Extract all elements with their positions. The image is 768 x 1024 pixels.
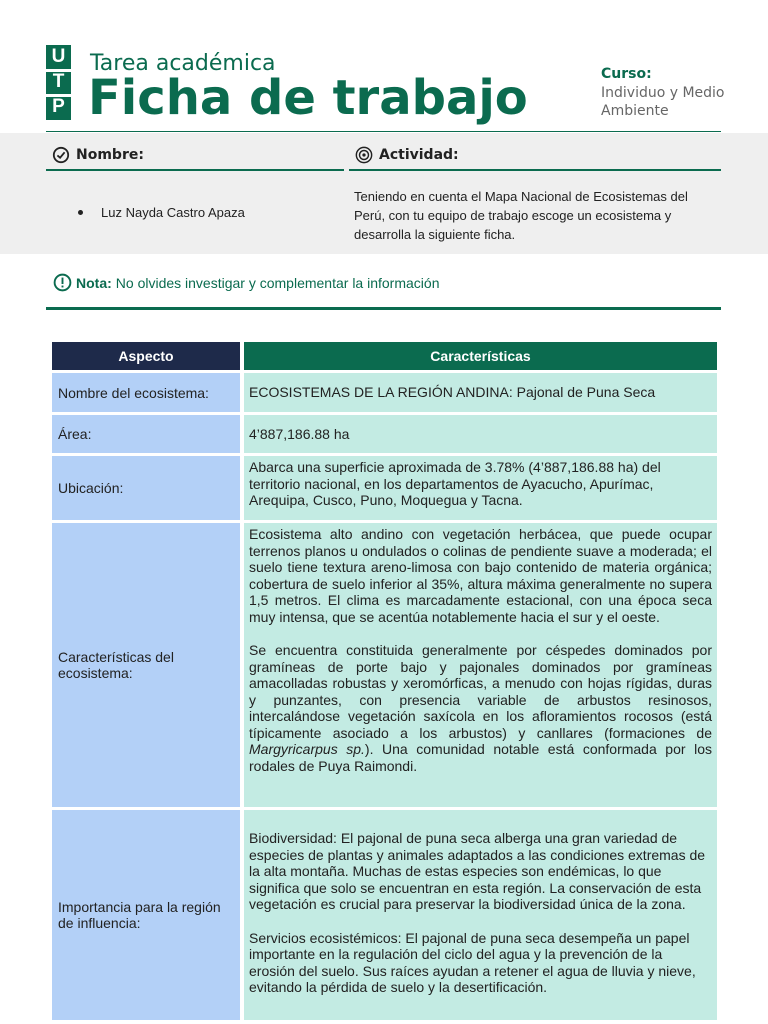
table-row (52, 415, 717, 453)
aspecto-cell: Nombre del ecosistema: (52, 373, 240, 412)
paragraph (249, 642, 712, 774)
nombre-list-item (78, 205, 245, 220)
logo-letter-p: P (52, 96, 65, 117)
curso-value: Individuo y Medio Ambiente (601, 85, 725, 119)
paragraph: Biodiversidad: El pajonal de puna seca alberga una gran variedad de especies de plantas y animales adaptados a las condiciones extremas de la alta montaña. Muchas de estas especies son endémicas, lo que significa que solo se encuentran en esta región. La conservación de esta vegetación es crucial para preservar la biodiversidad única de la zona. (249, 830, 706, 912)
paragraph: Servicios ecosistémicos: El pajonal de puna seca desempeña un papel importante en la regulación del ciclo del agua y la prevención de la erosión del suelo. Sus raíces ayudan a retener el agua de lluvia y nieve, evitando la pérdida de suelo y la desertificación. (249, 929, 696, 995)
actividad-header (349, 141, 721, 171)
caracteristica-cell: ECOSISTEMAS DE LA REGIÓN ANDINA: Pajonal de Puna Seca (244, 373, 717, 412)
ficha-table (48, 339, 721, 1023)
table-row (52, 523, 717, 807)
nombre-header (46, 141, 344, 171)
header-caracteristicas: Características (244, 342, 717, 370)
logo-letter-t: T (52, 71, 65, 92)
aspecto-cell: Importancia para la región de influencia: (52, 810, 240, 1020)
nota-text: No olvides investigar y complementar la información (115, 274, 440, 291)
target-icon (355, 146, 373, 164)
paragraph: Ecosistema alto andino con vegetación herbácea, que puede ocupar terrenos planos u ondulados o colinas de pendiente suave a moderada; el suelo tiene textura areno-limosa con bajo contenido de materia orgánica; cobertura de suelo inferior al 35%, altura máxima generalmente no supera 1,5 metros. El clima es marcadamente estacional, con una época seca muy intensa, que se acentúa notablemente hacia el sur y el oeste. (249, 526, 712, 625)
caracteristica-cell (244, 523, 717, 807)
species-name: Margyricarpus sp. (249, 741, 365, 757)
actividad-value: Teniendo en cuenta el Mapa Nacional de Ecosistemas del Perú, con tu equipo de trabajo escoge un ecosistema y desarrolla la siguiente ficha. (354, 189, 688, 242)
caracteristica-cell (244, 810, 717, 1020)
table-row (52, 373, 717, 412)
header-divider (46, 131, 721, 132)
actividad-label: Actividad: (379, 147, 459, 163)
table-row (52, 456, 717, 520)
check-circle-icon (52, 146, 70, 164)
bullet-dot (78, 210, 83, 215)
text-run: Se encuentra constituida generalmente por céspedes dominados por gramíneas de porte bajo y pajonales dominados por gramíneas amacolladas robustas y xeromórficas, a menudo con hojas rígidas, duras y punzantes, con presencia variable de arbustos resinosos, intercalándose vegetación saxícola en los afloramientos rocosos (está típicamente asociado a los arbustos) y canllares (formaciones de (249, 642, 712, 741)
nota-divider (46, 307, 721, 310)
aspecto-cell: Ubicación: (52, 456, 240, 520)
logo-letter-u: U (51, 46, 66, 67)
exclamation-circle-icon (53, 273, 72, 292)
table-row (52, 810, 717, 1020)
curso-label: Curso: (601, 66, 652, 82)
nombre-value: Luz Nayda Castro Apaza (101, 205, 245, 220)
caracteristica-cell: 4’887,186.88 ha (244, 415, 717, 453)
aspecto-cell: Características del ecosistema: (52, 523, 240, 807)
caracteristica-cell: Abarca una superficie aproximada de 3.78% (4’887,186.88 ha) del territorio nacional, en los departamentos de Ayacucho, Apurímac, Arequipa, Cusco, Puno, Moquegua y Tacna. (244, 456, 717, 520)
document-title: Ficha de trabajo (88, 70, 528, 126)
nombre-label: Nombre: (76, 147, 144, 163)
nota-line (53, 273, 439, 292)
aspecto-cell: Área: (52, 415, 240, 453)
utp-logo (46, 45, 71, 120)
text-run: ). Una comunidad notable está conformada por los rodales de Puya Raimondi. (249, 741, 712, 774)
header-aspecto: Aspecto (52, 342, 240, 370)
table-header-row (52, 342, 717, 370)
nota-label: Nota: (76, 274, 112, 291)
document-subtitle: Tarea académica (90, 51, 276, 76)
